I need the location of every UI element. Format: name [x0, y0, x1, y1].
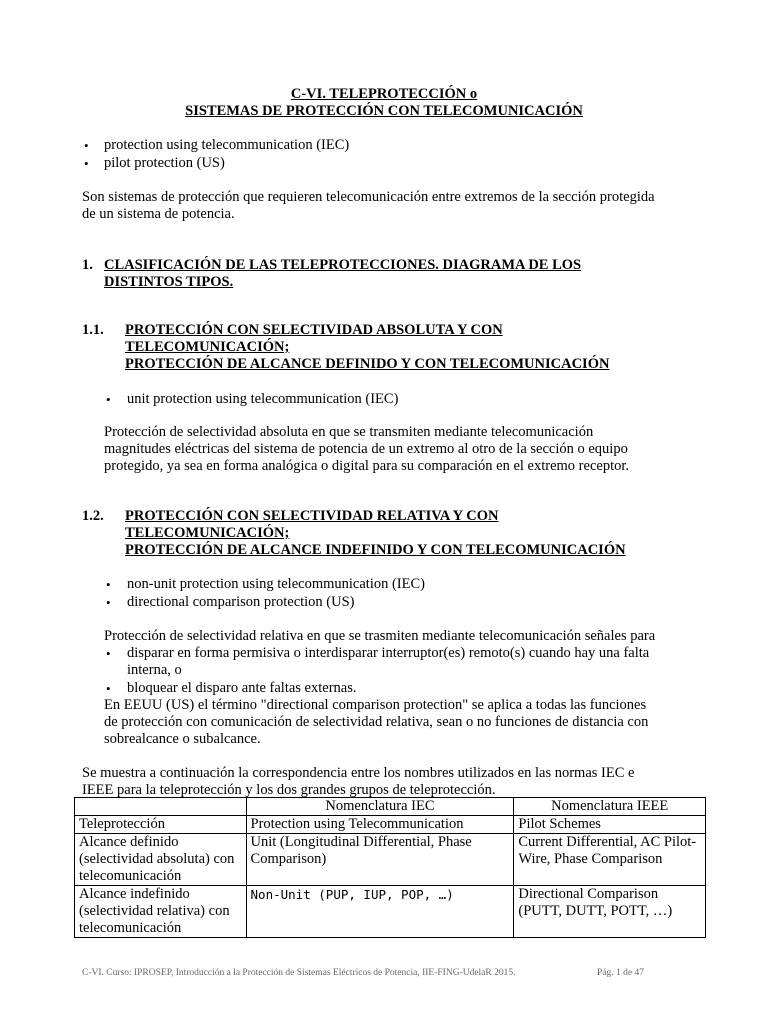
section11-paragraph-line2: magnitudes eléctricas del sistema de potencia de un extremo al otro de la sección o equipo — [104, 441, 628, 457]
section12-heading-line2: TELECOMUNICACIÓN; — [125, 525, 290, 541]
section12-bullet-2: directional comparison protection (US) — [127, 594, 355, 610]
table-header-cell — [75, 798, 247, 816]
table-cell: Unit (Longitudinal Differential, Phase Comparison) — [246, 834, 514, 886]
section1-number: 1. — [82, 257, 93, 273]
footer-page-number: Pág. 1 de 47 — [597, 968, 644, 978]
section12-us-line1: En EEUU (US) el término "directional comparison protection" se aplica a todas las funciones — [104, 697, 647, 713]
section12-bullet-1: non-unit protection using telecommunication (IEC) — [127, 576, 425, 592]
intro-bullet-2: pilot protection (US) — [104, 155, 225, 171]
section12-paragraph-line1: Protección de selectividad relativa en que se trasmiten mediante telecomunicación señales para — [104, 628, 656, 644]
table-cell: Directional Comparison (PUTT, DUTT, POTT, …) — [514, 886, 706, 938]
section12-number: 1.2. — [82, 508, 104, 524]
table-header-row — [75, 798, 706, 816]
section11-paragraph-line1: Protección de selectividad absoluta en que se transmiten mediante telecomunicación — [104, 424, 594, 440]
table-header-cell: Nomenclatura IEEE — [514, 798, 706, 816]
table-cell: Protection using Telecommunication — [246, 816, 514, 834]
section11-heading-line3: PROTECCIÓN DE ALCANCE DEFINIDO Y CON TELECOMUNICACIÓN — [125, 356, 610, 372]
intro-paragraph-line1: Son sistemas de protección que requieren telecomunicación entre extremos de la sección protegida — [82, 189, 655, 205]
section11-bullet: unit protection using telecommunication (IEC) — [127, 391, 399, 407]
bullet-icon: • — [106, 577, 111, 592]
table-cell: Current Differential, AC Pilot-Wire, Phase Comparison — [514, 834, 706, 886]
table-cell: Pilot Schemes — [514, 816, 706, 834]
table-row — [75, 834, 706, 886]
table-header-cell: Nomenclatura IEC — [246, 798, 514, 816]
page-title-line1: C-VI. TELEPROTECCIÓN o — [290, 86, 478, 102]
section11-heading-line1: PROTECCIÓN CON SELECTIVIDAD ABSOLUTA Y CON — [125, 322, 503, 338]
section11-paragraph-line3: protegido, ya sea en forma analógica o digital para su comparación en el extremo receptor. — [104, 458, 630, 474]
table-row — [75, 816, 706, 834]
section12-heading-line3: PROTECCIÓN DE ALCANCE INDEFINIDO Y CON TELECOMUNICACIÓN — [125, 542, 626, 558]
intro-bullet-1: protection using telecommunication (IEC) — [104, 137, 350, 153]
footer-course-info: C-VI. Curso: IPROSEP, Introducción a la Protección de Sistemas Eléctricos de Potencia, IIE-FING-UdelaR 2015. — [82, 968, 516, 978]
page-title-line2: SISTEMAS DE PROTECCIÓN CON TELECOMUNICACIÓN — [185, 103, 583, 119]
table-cell: Alcance definido (selectividad absoluta) con telecomunicación — [75, 834, 247, 886]
section12-us-line2: de protección con comunicación de selectividad relativa, sean o no funciones de distancia con — [104, 714, 649, 730]
nomenclature-table — [74, 797, 706, 938]
table-cell: Non-Unit (PUP, IUP, POP, …) — [246, 886, 514, 938]
section11-heading-line2: TELECOMUNICACIÓN; — [125, 339, 290, 355]
intro-paragraph-line2: de un sistema de potencia. — [82, 206, 235, 222]
section1-heading-line1: CLASIFICACIÓN DE LAS TELEPROTECCIONES. DIAGRAMA DE LOS — [104, 257, 582, 273]
section12-heading-line1: PROTECCIÓN CON SELECTIVIDAD RELATIVA Y CON — [125, 508, 499, 524]
table-cell: Alcance indefinido (selectividad relativa) con telecomunicación — [75, 886, 247, 938]
correspondence-line1: Se muestra a continuación la correspondencia entre los nombres utilizados en las normas IEC e — [82, 765, 635, 781]
bullet-icon: • — [84, 156, 89, 171]
section11-number: 1.1. — [82, 322, 104, 338]
section12-sub-bullet1-line1: disparar en forma permisiva o interdisparar interruptor(es) remoto(s) cuando hay una falta — [127, 645, 650, 661]
table-cell: Teleprotección — [75, 816, 247, 834]
section1-heading-line2: DISTINTOS TIPOS. — [104, 274, 234, 290]
bullet-icon: • — [84, 138, 89, 153]
bullet-icon: • — [106, 595, 111, 610]
section12-us-line3: sobrealcance o subalcance. — [104, 731, 261, 747]
bullet-icon: • — [106, 681, 111, 696]
correspondence-line2: IEEE para la teleprotección y los dos grandes grupos de teleprotección. — [82, 782, 496, 798]
bullet-icon: • — [106, 392, 111, 407]
section12-sub-bullet1-line2: interna, o — [127, 662, 182, 678]
bullet-icon: • — [106, 646, 111, 661]
section12-sub-bullet2: bloquear el disparo ante faltas externas. — [127, 680, 357, 696]
table-row — [75, 886, 706, 938]
